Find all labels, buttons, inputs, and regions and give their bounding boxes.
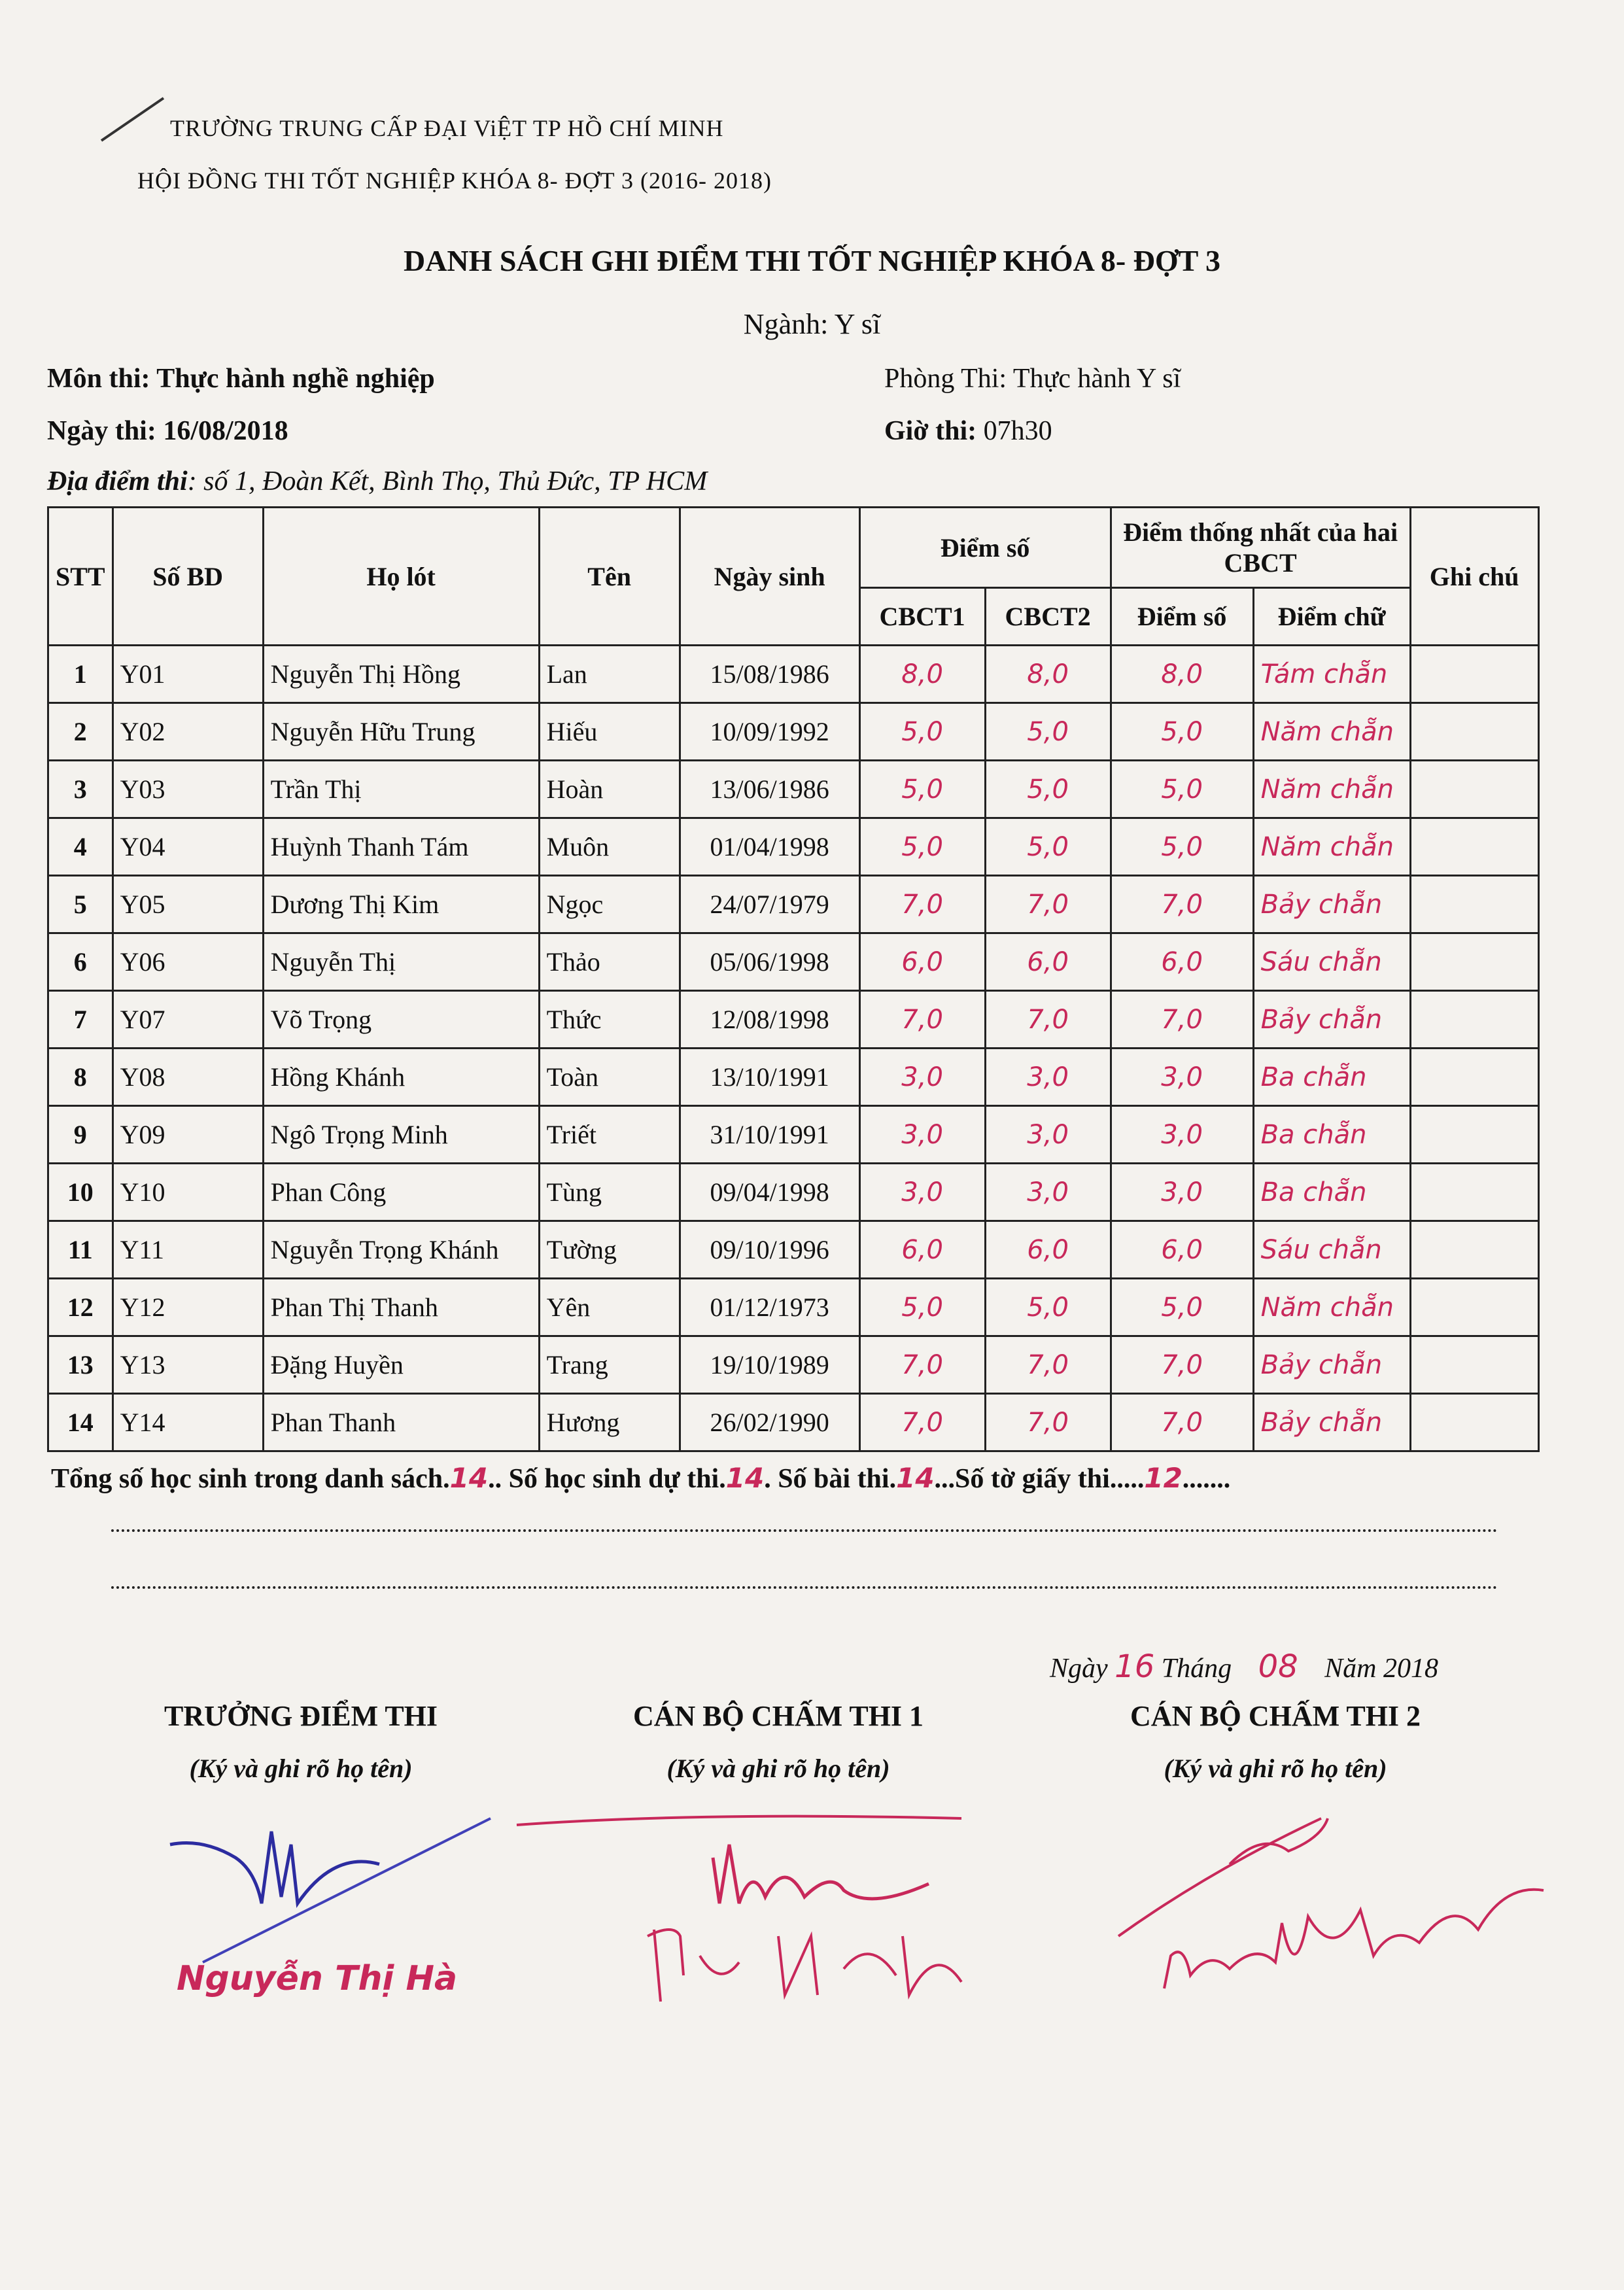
totals-line: Tổng số học sinh trong danh sách.14.. Số học sinh dự thi.14. Số bài thi.14...Số tờ giấy thi.....12....... [51,1462,1231,1494]
row-ngay-sinh: 09/04/1998 [680,1164,859,1221]
row-diem-so: 7,0 [1111,1394,1253,1451]
row-ghi-chu [1410,1279,1538,1336]
row-sbd: Y02 [112,703,263,761]
row-diem-chu: Năm chẵn [1253,818,1410,876]
row-diem-chu: Bảy chẵn [1253,1336,1410,1394]
row-ho-lot: Huỳnh Thanh Tám [263,818,539,876]
row-diem-so: 7,0 [1111,991,1253,1049]
row-ngay-sinh: 09/10/1996 [680,1221,859,1279]
date-value: 16/08/2018 [163,416,288,446]
row-sbd: Y07 [112,991,263,1049]
row-cbct1: 3,0 [859,1106,985,1164]
row-stt: 3 [48,761,113,818]
row-ten: Lan [539,646,680,703]
row-ten: Hiếu [539,703,680,761]
papers-label: Số bài thi. [778,1464,897,1494]
date-nam: Năm 2018 [1324,1654,1439,1684]
row-cbct1: 5,0 [859,761,985,818]
table-row [48,876,1539,933]
row-diem-so: 8,0 [1111,646,1253,703]
row-sbd: Y09 [112,1106,263,1164]
sheets-value: 12 [1144,1462,1183,1494]
header-diem-thong-nhat: Điểm thống nhất của hai CBCT [1111,508,1410,588]
table-row [48,991,1539,1049]
date-ngay-value: 16 [1114,1648,1155,1685]
row-ten: Toàn [539,1049,680,1106]
row-ghi-chu [1410,761,1538,818]
row-stt: 13 [48,1336,113,1394]
row-sbd: Y03 [112,761,263,818]
row-diem-chu: Tám chẵn [1253,646,1410,703]
row-diem-chu: Bảy chẵn [1253,1394,1410,1451]
row-stt: 6 [48,933,113,991]
row-ho-lot: Nguyễn Thị Hồng [263,646,539,703]
sheets-label: Số tờ giấy thi. [955,1464,1117,1494]
row-ghi-chu [1410,818,1538,876]
row-diem-so: 5,0 [1111,1279,1253,1336]
table-row [48,1336,1539,1394]
row-stt: 11 [48,1221,113,1279]
row-ten: Trang [539,1336,680,1394]
header-diem-chu: Điểm chữ [1253,588,1410,646]
header-cbct2: CBCT2 [985,588,1111,646]
row-stt: 12 [48,1279,113,1336]
row-sbd: Y08 [112,1049,263,1106]
row-cbct1: 8,0 [859,646,985,703]
sig-note-3: (Ký và ghi rõ họ tên) [1164,1754,1387,1783]
subject-value: Thực hành nghề nghiệp [156,364,435,394]
place-value: : số 1, Đoàn Kết, Bình Thọ, Thủ Đức, TP HCM [187,466,708,496]
row-ghi-chu [1410,1164,1538,1221]
row-cbct2: 5,0 [985,1279,1111,1336]
row-cbct2: 8,0 [985,646,1111,703]
row-ngay-sinh: 10/09/1992 [680,703,859,761]
row-cbct1: 5,0 [859,818,985,876]
row-diem-so: 3,0 [1111,1106,1253,1164]
signature-3-scribble [1112,1792,1570,2002]
place-label: Địa điểm thi [47,466,188,496]
row-ho-lot: Phan Thanh [263,1394,539,1451]
dotted-line-2 [111,1573,1498,1589]
row-diem-so: 3,0 [1111,1164,1253,1221]
subject-label: Môn thi: [47,364,150,394]
signature-2-scribble [504,1805,975,2021]
row-ten: Hương [539,1394,680,1451]
row-cbct2: 7,0 [985,1394,1111,1451]
row-cbct1: 5,0 [859,1279,985,1336]
participants-value: 14 [725,1462,765,1494]
row-diem-so: 6,0 [1111,1221,1253,1279]
date-thang-label: Tháng [1161,1654,1232,1684]
row-ngay-sinh: 01/04/1998 [680,818,859,876]
sig-note-2: (Ký và ghi rõ họ tên) [666,1754,890,1783]
row-diem-chu: Sáu chẵn [1253,1221,1410,1279]
table-row [48,1049,1539,1106]
row-ho-lot: Nguyễn Trọng Khánh [263,1221,539,1279]
row-ten: Muôn [539,818,680,876]
sig-title-3: CÁN BỘ CHẤM THI 2 [1130,1700,1421,1732]
row-ngay-sinh: 12/08/1998 [680,991,859,1049]
row-stt: 14 [48,1394,113,1451]
table-row [48,646,1539,703]
row-stt: 5 [48,876,113,933]
row-ngay-sinh: 24/07/1979 [680,876,859,933]
table-row [48,1164,1539,1221]
header-sbd: Số BD [112,508,263,646]
row-cbct2: 7,0 [985,991,1111,1049]
table-row [48,1279,1539,1336]
row-ngay-sinh: 31/10/1991 [680,1106,859,1164]
row-diem-chu: Sáu chẵn [1253,933,1410,991]
row-diem-chu: Năm chẵn [1253,703,1410,761]
row-stt: 9 [48,1106,113,1164]
date-thang-value: 08 [1258,1648,1298,1685]
row-diem-chu: Bảy chẵn [1253,991,1410,1049]
row-ghi-chu [1410,876,1538,933]
row-ghi-chu [1410,1394,1538,1451]
header-stt: STT [48,508,113,646]
row-ten: Triết [539,1106,680,1164]
row-ho-lot: Ngô Trọng Minh [263,1106,539,1164]
row-cbct1: 6,0 [859,1221,985,1279]
row-cbct1: 7,0 [859,1336,985,1394]
row-diem-so: 5,0 [1111,761,1253,818]
header-ngay-sinh: Ngày sinh [680,508,859,646]
pen-stroke-mark [98,92,170,144]
row-sbd: Y13 [112,1336,263,1394]
sig-note-1: (Ký và ghi rõ họ tên) [189,1754,413,1783]
sig-title-2: CÁN BỘ CHẤM THI 1 [632,1700,924,1732]
row-ten: Yên [539,1279,680,1336]
date-row [47,415,288,447]
sig-title-1: TRƯỞNG ĐIỂM THI [164,1700,438,1732]
row-ho-lot: Nguyễn Hữu Trung [263,703,539,761]
dotted-line-1 [111,1516,1498,1532]
row-cbct1: 7,0 [859,1394,985,1451]
row-ngay-sinh: 05/06/1998 [680,933,859,991]
row-ngay-sinh: 19/10/1989 [680,1336,859,1394]
row-diem-so: 5,0 [1111,818,1253,876]
total-students-value: 14 [449,1462,489,1494]
header-ten: Tên [539,508,680,646]
exam-room: Phòng Thi: Thực hành Y sĩ [884,364,1181,394]
row-cbct1: 6,0 [859,933,985,991]
row-diem-so: 5,0 [1111,703,1253,761]
school-name: TRƯỜNG TRUNG CẤP ĐẠI ViỆT TP HỒ CHÍ MINH [170,115,724,141]
row-diem-so: 7,0 [1111,876,1253,933]
row-cbct2: 5,0 [985,761,1111,818]
papers-value: 14 [896,1462,935,1494]
participants-label: Số học sinh dự thi. [508,1464,726,1494]
row-ho-lot: Phan Công [263,1164,539,1221]
table-row [48,818,1539,876]
row-sbd: Y14 [112,1394,263,1451]
row-sbd: Y11 [112,1221,263,1279]
row-stt: 2 [48,703,113,761]
row-stt: 10 [48,1164,113,1221]
table-row [48,1221,1539,1279]
total-students-label: Tổng số học sinh trong danh sách. [51,1464,450,1494]
row-ngay-sinh: 15/08/1986 [680,646,859,703]
row-stt: 1 [48,646,113,703]
row-ho-lot: Hồng Khánh [263,1049,539,1106]
row-ten: Thức [539,991,680,1049]
signature-1-scribble [164,1805,504,1975]
row-cbct1: 7,0 [859,876,985,933]
row-diem-so: 3,0 [1111,1049,1253,1106]
row-diem-chu: Năm chẵn [1253,761,1410,818]
header-ho-lot: Họ lót [263,508,539,646]
time-label: Giờ thi: [884,416,977,446]
header-diem-so: Điểm số [1111,588,1253,646]
date-ngay-label: Ngày [1050,1654,1108,1684]
row-diem-so: 6,0 [1111,933,1253,991]
row-ho-lot: Trần Thị [263,761,539,818]
row-ghi-chu [1410,1049,1538,1106]
row-ngay-sinh: 13/10/1991 [680,1049,859,1106]
row-stt: 4 [48,818,113,876]
row-cbct1: 3,0 [859,1049,985,1106]
table-row [48,761,1539,818]
date-line [1050,1648,1438,1685]
row-diem-chu: Ba chẵn [1253,1049,1410,1106]
row-ghi-chu [1410,1106,1538,1164]
date-label: Ngày thi: [47,416,156,446]
row-cbct2: 5,0 [985,703,1111,761]
row-ngay-sinh: 26/02/1990 [680,1394,859,1451]
row-ngay-sinh: 13/06/1986 [680,761,859,818]
table-row [48,1394,1539,1451]
row-ho-lot: Võ Trọng [263,991,539,1049]
row-cbct2: 6,0 [985,1221,1111,1279]
time-row [884,415,1052,447]
row-ho-lot: Phan Thị Thanh [263,1279,539,1336]
signer-1-name: Nguyễn Thị Hà [177,1959,458,1998]
row-ten: Tường [539,1221,680,1279]
row-stt: 7 [48,991,113,1049]
row-cbct2: 6,0 [985,933,1111,991]
row-cbct2: 3,0 [985,1049,1111,1106]
row-ho-lot: Đặng Huyền [263,1336,539,1394]
row-cbct1: 5,0 [859,703,985,761]
header-cbct1: CBCT1 [859,588,985,646]
row-diem-chu: Năm chẵn [1253,1279,1410,1336]
row-ten: Tùng [539,1164,680,1221]
row-ghi-chu [1410,646,1538,703]
row-cbct2: 3,0 [985,1106,1111,1164]
row-sbd: Y05 [112,876,263,933]
major: Ngành: Y sĩ [743,308,881,340]
row-cbct2: 5,0 [985,818,1111,876]
place-row [47,466,707,497]
row-ho-lot: Dương Thị Kim [263,876,539,933]
row-ghi-chu [1410,1221,1538,1279]
row-sbd: Y12 [112,1279,263,1336]
row-ghi-chu [1410,1336,1538,1394]
subject-row [47,363,435,394]
score-table [47,506,1540,1452]
row-sbd: Y06 [112,933,263,991]
table-row [48,1106,1539,1164]
council-name: HỘI ĐỒNG THI TỐT NGHIỆP KHÓA 8- ĐỢT 3 (2016- 2018) [137,167,772,194]
row-cbct2: 3,0 [985,1164,1111,1221]
row-ten: Thảo [539,933,680,991]
row-ghi-chu [1410,991,1538,1049]
row-diem-chu: Ba chẵn [1253,1106,1410,1164]
row-cbct1: 3,0 [859,1164,985,1221]
row-diem-so: 7,0 [1111,1336,1253,1394]
row-cbct1: 7,0 [859,991,985,1049]
row-ghi-chu [1410,933,1538,991]
row-cbct2: 7,0 [985,876,1111,933]
document-title: DANH SÁCH GHI ĐIỂM THI TỐT NGHIỆP KHÓA 8- ĐỢT 3 [403,244,1221,277]
header-diem-so-group: Điểm số [859,508,1111,588]
row-ghi-chu [1410,703,1538,761]
row-ten: Hoàn [539,761,680,818]
row-stt: 8 [48,1049,113,1106]
row-ho-lot: Nguyễn Thị [263,933,539,991]
table-row [48,703,1539,761]
row-cbct2: 7,0 [985,1336,1111,1394]
time-value: 07h30 [983,416,1052,446]
row-sbd: Y01 [112,646,263,703]
table-body [48,646,1539,1451]
row-sbd: Y10 [112,1164,263,1221]
table-row [48,933,1539,991]
header-ghi-chu: Ghi chú [1410,508,1538,646]
row-sbd: Y04 [112,818,263,876]
row-diem-chu: Bảy chẵn [1253,876,1410,933]
row-diem-chu: Ba chẵn [1253,1164,1410,1221]
row-ngay-sinh: 01/12/1973 [680,1279,859,1336]
row-ten: Ngọc [539,876,680,933]
